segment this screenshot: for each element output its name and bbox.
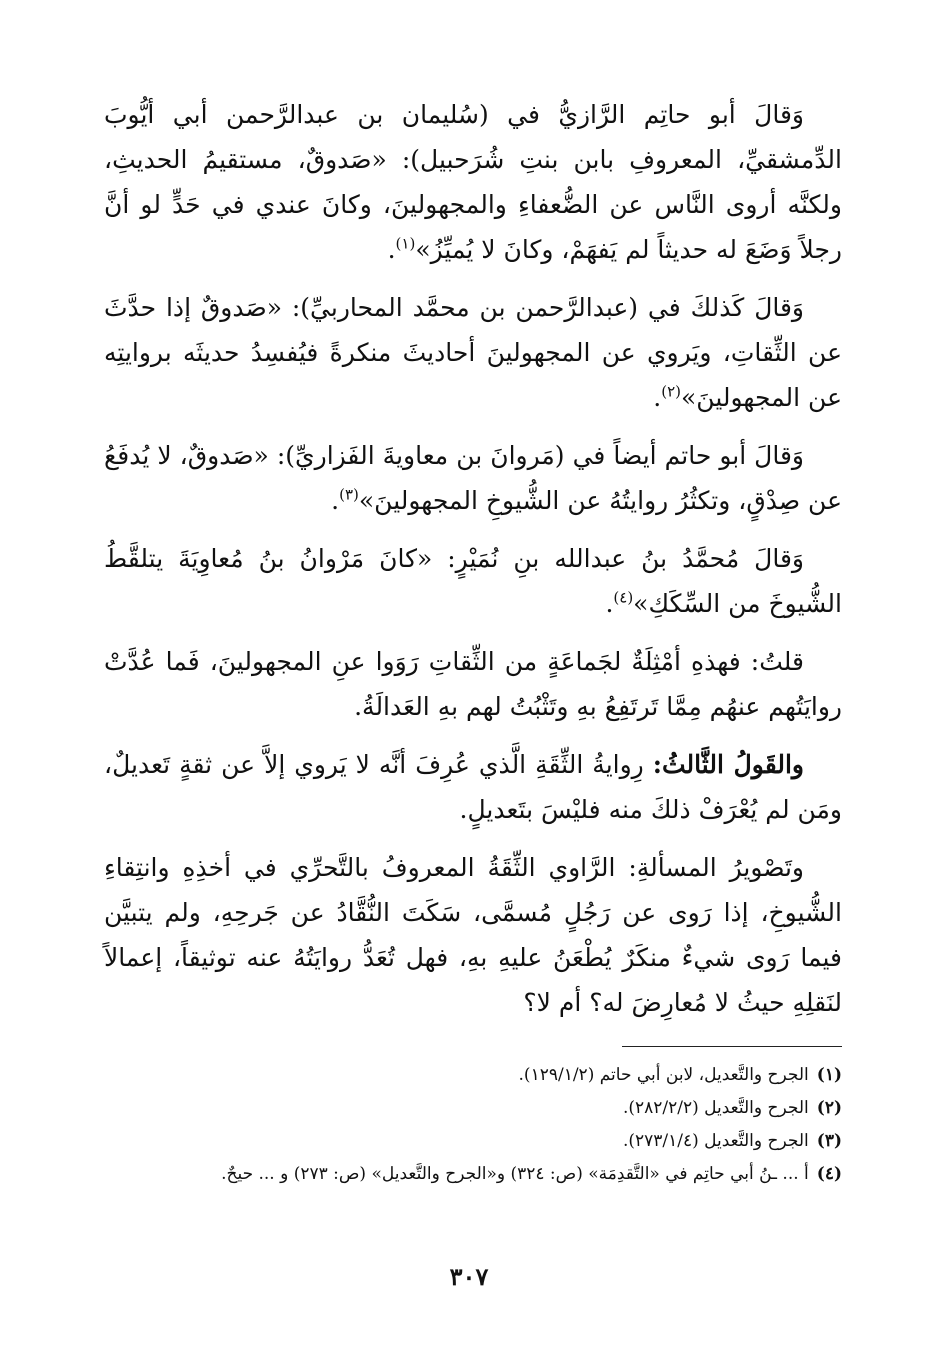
footnote-text: الجرح والتَّعديل (٢٧٣/١/٤). (622, 1131, 809, 1151)
paragraph-text: وَقالَ أبو حاتِم الرَّازيُّ في (سُليمان بن عبدالرَّحمن أبي أيُّوبَ الدِّمشقيِّ، المعروفِ بابن بنتِ شُرَحبيل): «صَدوقٌ، مستقيمُ الحديثِ، ولكنَّه أروى النَّاس عن الضُّعفاءِ والمجهولينَ، وكانَ عندي في حَدٍّ لو أنَّ رجلاً وَضَعَ له حديثاً لم يَفهَمْ، وكانَ لا يُميِّزُ» (104, 100, 842, 264)
footnote-marker[interactable]: (٢) (661, 382, 682, 401)
paragraph-text: وَقالَ كَذلكَ في (عبدالرَّحمن بن محمَّد المحاربيِّ): «صَدوقٌ إذا حدَّثَ عن الثِّقاتِ، ويَروي عن المجهولينَ أحاديثَ منكرةً فيُفسِدُ حديثَه بروايتِه عن المجهولينَ» (104, 293, 842, 412)
main-text (104, 92, 842, 1038)
footnote-3 (104, 1126, 842, 1156)
paragraph-3 (104, 433, 842, 523)
paragraph-end: . (605, 589, 614, 618)
footnote-marker[interactable]: (٣) (339, 485, 359, 504)
paragraph-7 (104, 845, 842, 1025)
footnote-divider (622, 1046, 842, 1047)
footnote-marker[interactable]: (١) (395, 234, 416, 253)
footnote-number: (١) (816, 1065, 842, 1085)
footnote-text: الجرح والتَّعديل، لابن أبي حاتم (١٢٩/١/٢). (518, 1065, 809, 1085)
footnote-number: (٤) (816, 1164, 842, 1184)
footnote-marker[interactable]: (٤) (613, 588, 634, 607)
paragraph-text: وتَصْويرُ المسألةِ: الرَّاوي الثِّقَةُ المعروفُ بالتَّحرِّي في أخذِهِ وانتِقاءِ الشُّيوخِ، إذا رَوى عن رَجُلٍ مُسمَّى، سَكَتَ النُّقَّادُ عن جَرحِهِ، ولم يتبيَّن فيما رَوى شيءٌ منكَرٌ يُطْعَنُ عليهِ بهِ، فهل تُعَدُّ روايَتُهُ عنه توثيقاً، إعمالاً لنَقلِهِ حيثُ لا مُعارِضَ له؟ أم لا؟ (104, 853, 842, 1017)
paragraph-4 (104, 536, 842, 626)
footnote-text: الجرح والتَّعديل (٢٨٢/٢/٢). (622, 1098, 809, 1118)
footnote-number: (٣) (816, 1131, 842, 1151)
footnote-1 (104, 1060, 842, 1090)
paragraph-text: وَقالَ أبو حاتم أيضاً في (مَروانَ بن معاويةَ الفَزاريِّ): «صَدوقٌ، لا يُدفَعُ عن صِدْقٍ، وتكثُرُ روايتُهُ عن الشُّيوخِ المجهولينَ» (104, 441, 842, 515)
paragraph-6 (104, 742, 842, 832)
paragraph-end: . (387, 235, 396, 264)
page-number: ٣٠٧ (449, 1262, 489, 1291)
paragraph-text: وَقالَ مُحمَّدُ بنُ عبدالله بنِ نُمَيْرٍ: «كانَ مَرْوانُ بنُ مُعاوِيَةَ يتلقَّطُ الشُّيوخَ من السِّكَكِ» (104, 544, 842, 618)
footnote-4 (104, 1159, 842, 1189)
footnote-2 (104, 1093, 842, 1123)
footnote-text: أ ... ـنُ أبي حاتِم في «التَّقدِمَة» (ص: ٣٢٤) و«الجرح والتَّعديل» (ص: ٢٧٣) و ... حيحٌ. (221, 1164, 809, 1184)
bold-heading: والقَولُ الثَّالثُ: (652, 750, 805, 779)
paragraph-1 (104, 92, 842, 272)
footnote-number: (٢) (816, 1098, 842, 1118)
paragraph-5 (104, 639, 842, 729)
paragraph-text: رِوايةُ الثِّقَةِ الَّذي عُرِفَ أنَّه لا يَروي إلاَّ عن ثقةٍ تَعديلٌ، ومَن لم يُعْرَفْ ذلكَ منه فليْسَ بتَعديلٍ. (104, 750, 842, 824)
paragraph-text: قلتُ: فهذهِ أمْثِلَةٌ لجَماعَةٍ من الثِّقاتِ رَوَوا عنِ المجهولينَ، فَما عُدَّتْ روايَتُهم عنهُم مِمَّا تَرتَفِعُ بهِ وتَثْبُتُ لهم بهِ العَدالَةُ. (104, 647, 842, 721)
paragraph-end: . (653, 383, 662, 412)
paragraph-2 (104, 285, 842, 420)
footnotes (104, 1060, 842, 1192)
paragraph-end: . (331, 486, 340, 515)
